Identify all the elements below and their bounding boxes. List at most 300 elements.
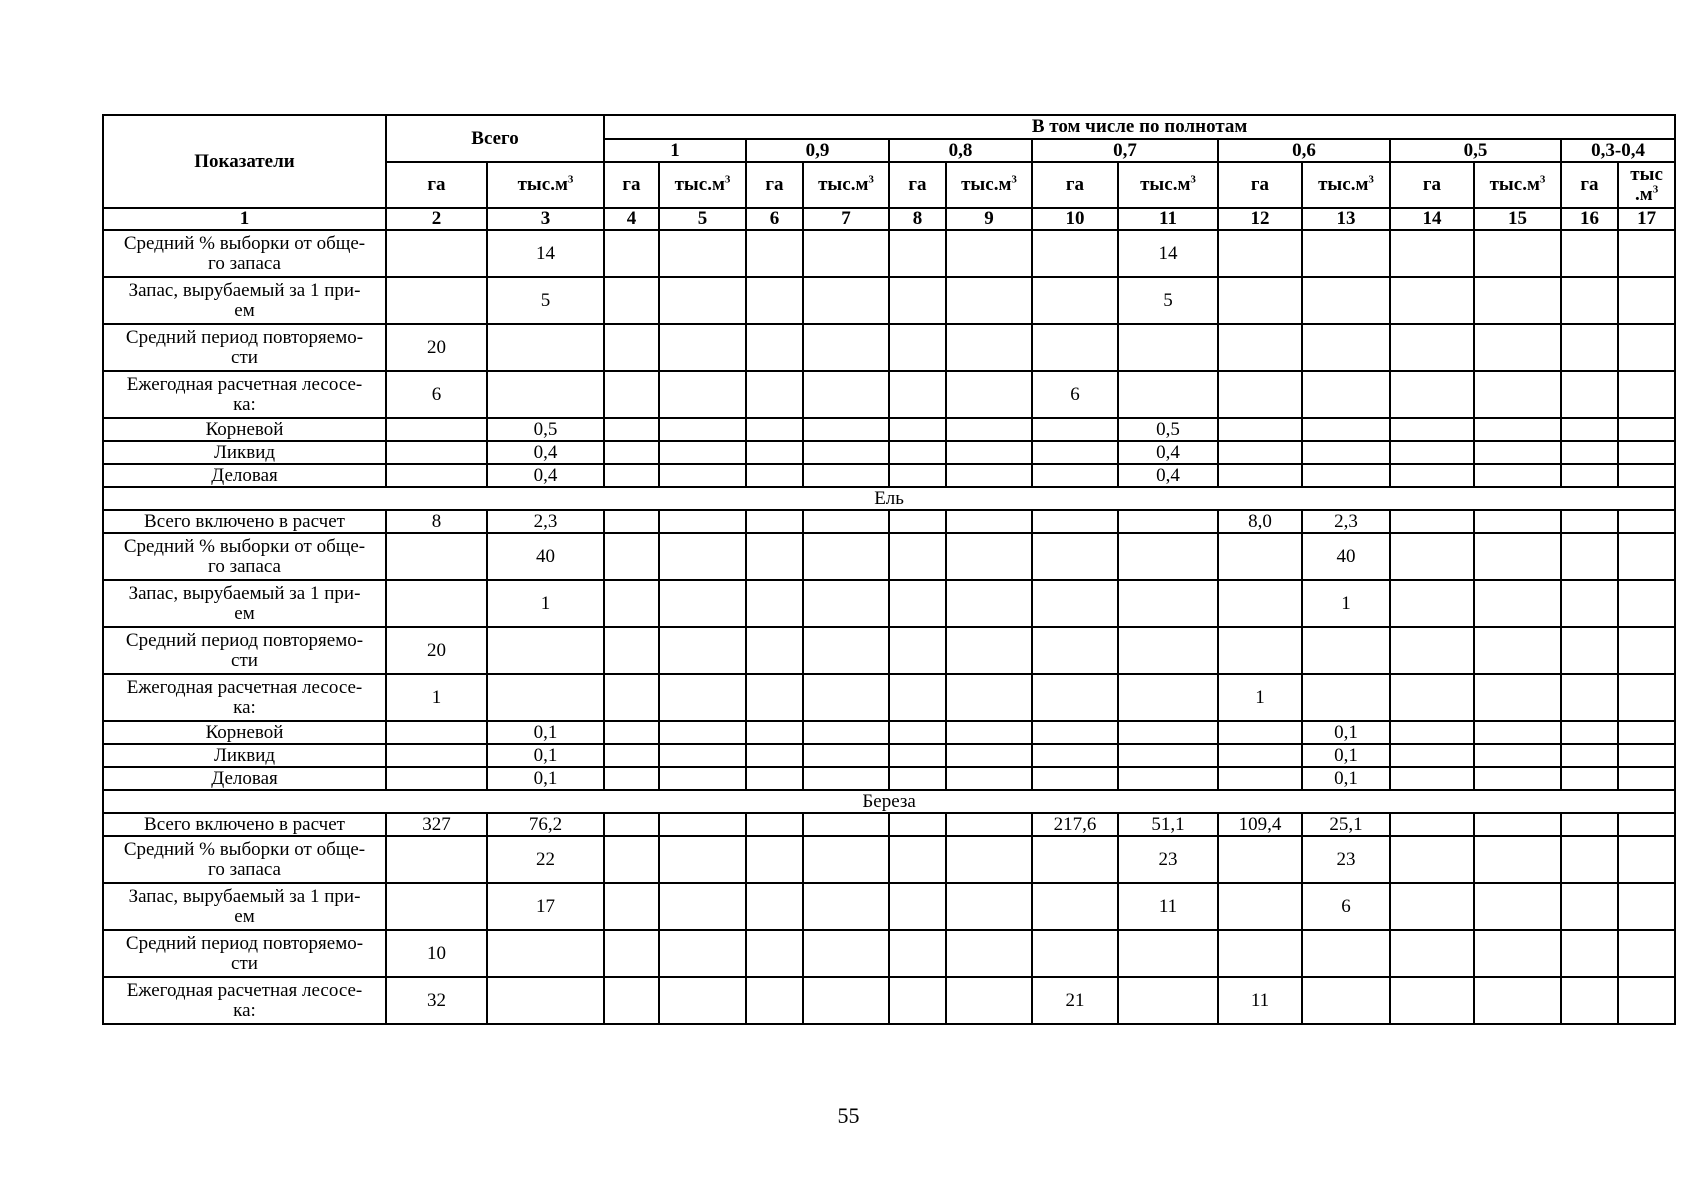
data-cell [746, 441, 803, 464]
data-cell [946, 674, 1032, 721]
table-row [103, 533, 1675, 580]
table-row [103, 674, 1675, 721]
data-cell [889, 533, 946, 580]
header-density-group: 1 [604, 139, 746, 162]
data-cell [1302, 674, 1390, 721]
row-label-line: Запас, вырубаемый за 1 при- [128, 885, 361, 907]
data-cell [946, 836, 1032, 883]
data-cell [946, 324, 1032, 371]
data-cell [1218, 767, 1302, 790]
row-label [103, 371, 386, 418]
table-row [103, 510, 1675, 533]
data-cell [1218, 464, 1302, 487]
data-cell [1218, 418, 1302, 441]
data-cell [1561, 371, 1618, 418]
data-cell: 20 [386, 324, 487, 371]
data-cell [1474, 464, 1561, 487]
column-number: 8 [889, 208, 946, 230]
data-cell [1218, 580, 1302, 627]
data-cell [946, 441, 1032, 464]
data-cell [1474, 533, 1561, 580]
data-cell [1390, 674, 1474, 721]
data-cell [1618, 418, 1675, 441]
data-cell [386, 836, 487, 883]
section-title: Ель [103, 487, 1675, 510]
data-cell [487, 627, 604, 674]
data-cell [1474, 721, 1561, 744]
table-row [103, 977, 1675, 1024]
data-cell [1218, 371, 1302, 418]
data-cell [1118, 580, 1218, 627]
data-cell [1032, 674, 1118, 721]
data-cell: 0,1 [487, 744, 604, 767]
data-cell: 0,1 [1302, 721, 1390, 744]
row-label [103, 464, 386, 487]
data-cell [1302, 230, 1390, 277]
data-cell [1390, 930, 1474, 977]
data-cell [1561, 230, 1618, 277]
data-cell: 0,1 [487, 767, 604, 790]
row-label [103, 744, 386, 767]
data-cell: 1 [386, 674, 487, 721]
data-cell [746, 930, 803, 977]
data-cell [604, 836, 659, 883]
data-cell [803, 371, 889, 418]
data-cell [746, 813, 803, 836]
data-cell: 25,1 [1302, 813, 1390, 836]
data-cell [1390, 813, 1474, 836]
data-cell [604, 883, 659, 930]
data-cell [803, 464, 889, 487]
data-cell: 1 [487, 580, 604, 627]
row-label-line: Средний период повторяемо- [125, 629, 364, 651]
data-cell: 11 [1218, 977, 1302, 1024]
data-cell [487, 930, 604, 977]
data-cell [889, 418, 946, 441]
data-cell [946, 533, 1032, 580]
data-cell: 8,0 [1218, 510, 1302, 533]
data-cell [1118, 674, 1218, 721]
row-label [103, 767, 386, 790]
data-cell [803, 418, 889, 441]
row-label [103, 977, 386, 1024]
row-label-line: Запас, вырубаемый за 1 при- [128, 582, 361, 604]
data-cell [1218, 930, 1302, 977]
column-number: 2 [386, 208, 487, 230]
data-cell [1390, 510, 1474, 533]
data-cell [1218, 721, 1302, 744]
data-cell [1474, 277, 1561, 324]
data-cell: 0,4 [1118, 441, 1218, 464]
data-cell [1618, 277, 1675, 324]
data-cell: 40 [487, 533, 604, 580]
data-cell [889, 230, 946, 277]
data-cell [1390, 836, 1474, 883]
data-cell [487, 977, 604, 1024]
row-label-line: ем [234, 602, 255, 624]
data-cell [1302, 277, 1390, 324]
data-cell [746, 418, 803, 441]
data-cell [946, 627, 1032, 674]
data-cell [659, 510, 746, 533]
row-label [103, 441, 386, 464]
data-cell: 0,5 [487, 418, 604, 441]
column-number: 14 [1390, 208, 1474, 230]
data-cell [1390, 767, 1474, 790]
data-cell [1618, 721, 1675, 744]
data-cell [746, 721, 803, 744]
data-cell [1474, 930, 1561, 977]
data-cell [1218, 627, 1302, 674]
data-cell [946, 580, 1032, 627]
data-cell [746, 510, 803, 533]
unit-ha-header: га [1218, 162, 1302, 208]
data-cell [659, 371, 746, 418]
data-cell: 1 [1302, 580, 1390, 627]
column-numbers-row [103, 208, 1675, 230]
data-cell [803, 324, 889, 371]
data-cell: 32 [386, 977, 487, 1024]
data-cell [604, 371, 659, 418]
data-cell [746, 371, 803, 418]
data-cell [803, 580, 889, 627]
row-label-line: Ежегодная расчетная лесосе- [126, 979, 363, 1001]
data-cell [1561, 441, 1618, 464]
data-cell [889, 371, 946, 418]
data-cell [604, 324, 659, 371]
data-cell: 0,1 [1302, 767, 1390, 790]
data-cell [1118, 744, 1218, 767]
data-cell [1618, 510, 1675, 533]
data-cell [889, 324, 946, 371]
data-cell: 17 [487, 883, 604, 930]
row-label-line: го запаса [208, 555, 281, 577]
data-cell: 10 [386, 930, 487, 977]
table-row [103, 744, 1675, 767]
data-cell [1302, 371, 1390, 418]
data-cell [386, 418, 487, 441]
data-cell [803, 883, 889, 930]
data-cell [803, 767, 889, 790]
data-cell [604, 721, 659, 744]
data-cell [1561, 580, 1618, 627]
data-cell [1390, 580, 1474, 627]
data-cell [1302, 930, 1390, 977]
data-cell [1032, 580, 1118, 627]
table-row [103, 767, 1675, 790]
data-cell [889, 930, 946, 977]
data-cell [1561, 510, 1618, 533]
row-label [103, 277, 386, 324]
data-cell [659, 441, 746, 464]
data-cell [1032, 441, 1118, 464]
data-cell [1561, 813, 1618, 836]
data-cell [604, 441, 659, 464]
data-cell [1618, 441, 1675, 464]
data-cell [659, 744, 746, 767]
data-cell [946, 744, 1032, 767]
data-cell [1032, 418, 1118, 441]
data-cell: 217,6 [1032, 813, 1118, 836]
data-cell [1474, 441, 1561, 464]
data-cell [1474, 977, 1561, 1024]
data-cell [1390, 883, 1474, 930]
row-label-line: го запаса [208, 858, 281, 880]
data-cell [1561, 883, 1618, 930]
data-cell [1474, 744, 1561, 767]
data-cell: 0,4 [487, 441, 604, 464]
data-cell [889, 464, 946, 487]
data-cell [1474, 324, 1561, 371]
row-label [103, 510, 386, 533]
data-cell: 6 [1032, 371, 1118, 418]
data-cell [604, 533, 659, 580]
row-label [103, 813, 386, 836]
section-title: Береза [103, 790, 1675, 813]
data-cell [1032, 930, 1118, 977]
data-cell: 23 [1118, 836, 1218, 883]
data-cell: 0,4 [1118, 464, 1218, 487]
data-cell [604, 510, 659, 533]
data-cell [946, 371, 1032, 418]
row-label-line: Ликвид [213, 744, 276, 766]
header-density-group: 0,3-0,4 [1561, 139, 1675, 162]
row-label-line: Ежегодная расчетная лесосе- [126, 676, 363, 698]
data-cell [946, 767, 1032, 790]
data-cell [946, 230, 1032, 277]
data-cell [386, 744, 487, 767]
data-cell [1032, 883, 1118, 930]
data-cell: 1 [1218, 674, 1302, 721]
row-label-line: Корневой [205, 418, 284, 440]
data-cell [1390, 324, 1474, 371]
unit-ha-header: га [1390, 162, 1474, 208]
unit-volume-header: $тыс.м^3$ [1474, 162, 1561, 208]
data-cell [1618, 813, 1675, 836]
data-cell: 76,2 [487, 813, 604, 836]
row-label-line: Корневой [205, 721, 284, 743]
data-cell: 8 [386, 510, 487, 533]
column-number: 7 [803, 208, 889, 230]
data-cell: 0,1 [1302, 744, 1390, 767]
data-cell [1618, 627, 1675, 674]
unit-ha-header: га [1032, 162, 1118, 208]
data-cell [386, 533, 487, 580]
data-cell [1032, 627, 1118, 674]
row-label-line: Средний % выборки от обще- [123, 838, 366, 860]
data-cell: 14 [1118, 230, 1218, 277]
row-label-line: Деловая [211, 767, 278, 789]
data-cell [1561, 277, 1618, 324]
unit-volume-header: тыс $.м^3$ [1618, 162, 1675, 208]
row-label [103, 674, 386, 721]
data-cell [386, 464, 487, 487]
data-cell [746, 324, 803, 371]
data-cell [1618, 744, 1675, 767]
data-cell [659, 627, 746, 674]
data-cell [659, 836, 746, 883]
data-cell [889, 627, 946, 674]
data-cell [1618, 836, 1675, 883]
data-cell: 21 [1032, 977, 1118, 1024]
data-cell [1390, 721, 1474, 744]
data-cell [889, 510, 946, 533]
data-cell [1618, 324, 1675, 371]
row-label-line: ка: [233, 696, 256, 718]
data-cell [604, 418, 659, 441]
data-cell [1618, 767, 1675, 790]
data-cell [746, 977, 803, 1024]
row-label-line: Запас, вырубаемый за 1 при- [128, 279, 361, 301]
data-cell [889, 813, 946, 836]
table-row [103, 371, 1675, 418]
data-cell [1561, 324, 1618, 371]
data-cell [1561, 674, 1618, 721]
data-cell: 327 [386, 813, 487, 836]
data-cell [946, 883, 1032, 930]
data-cell [1390, 744, 1474, 767]
row-label-line: Средний % выборки от обще- [123, 232, 366, 254]
data-cell [1218, 744, 1302, 767]
data-cell [1561, 930, 1618, 977]
data-cell [1390, 977, 1474, 1024]
data-cell: 0,4 [487, 464, 604, 487]
unit-volume-header: $тыс.м^3$ [946, 162, 1032, 208]
data-cell [1474, 813, 1561, 836]
column-number: 9 [946, 208, 1032, 230]
table-row [103, 930, 1675, 977]
row-label-line: Ежегодная расчетная лесосе- [126, 373, 363, 395]
table-row [103, 627, 1675, 674]
column-number: 17 [1618, 208, 1675, 230]
data-cell [659, 324, 746, 371]
table-row [103, 441, 1675, 464]
row-label-line: сти [231, 346, 258, 368]
table-row [103, 324, 1675, 371]
unit-ha-header: га [386, 162, 487, 208]
data-cell [659, 580, 746, 627]
forest-inventory-table [102, 114, 1676, 1025]
data-cell [1032, 510, 1118, 533]
row-label-line: ем [234, 905, 255, 927]
data-cell [1032, 464, 1118, 487]
data-cell [1390, 230, 1474, 277]
data-cell [386, 721, 487, 744]
data-cell [1618, 464, 1675, 487]
column-number: 11 [1118, 208, 1218, 230]
data-cell [1390, 277, 1474, 324]
data-cell [1561, 418, 1618, 441]
column-number: 16 [1561, 208, 1618, 230]
data-cell [803, 230, 889, 277]
data-cell [889, 767, 946, 790]
row-label-line: Средний период повторяемо- [125, 326, 364, 348]
data-cell [1118, 533, 1218, 580]
data-cell [1118, 930, 1218, 977]
data-cell: 2,3 [487, 510, 604, 533]
data-cell [1118, 510, 1218, 533]
unit-volume-header: $тыс.м^3$ [487, 162, 604, 208]
data-cell: 0,5 [1118, 418, 1218, 441]
data-cell [889, 883, 946, 930]
data-cell [1618, 230, 1675, 277]
data-cell [604, 977, 659, 1024]
data-cell [889, 277, 946, 324]
row-label-line: Ликвид [213, 441, 276, 463]
data-cell [1390, 627, 1474, 674]
data-cell [487, 324, 604, 371]
column-number: 10 [1032, 208, 1118, 230]
table-row [103, 418, 1675, 441]
data-cell [659, 977, 746, 1024]
data-cell [1474, 230, 1561, 277]
data-cell [946, 930, 1032, 977]
data-cell [746, 580, 803, 627]
data-cell [659, 418, 746, 441]
data-cell: 2,3 [1302, 510, 1390, 533]
data-cell [746, 464, 803, 487]
data-cell [803, 277, 889, 324]
data-cell: 20 [386, 627, 487, 674]
data-cell [604, 277, 659, 324]
data-cell [1390, 441, 1474, 464]
data-cell [1302, 418, 1390, 441]
data-cell [803, 930, 889, 977]
header-density-group: 0,6 [1218, 139, 1390, 162]
header-including-density: В том числе по полнотам [604, 115, 1675, 139]
data-cell [1561, 744, 1618, 767]
row-label-line: ка: [233, 393, 256, 415]
data-cell [659, 277, 746, 324]
header-density-group: 0,8 [889, 139, 1032, 162]
data-cell [1032, 277, 1118, 324]
unit-ha-header: га [746, 162, 803, 208]
row-label [103, 930, 386, 977]
row-label-line: Средний период повторяемо- [125, 932, 364, 954]
data-cell [746, 533, 803, 580]
data-cell [1474, 836, 1561, 883]
data-cell [1390, 418, 1474, 441]
data-cell [1302, 324, 1390, 371]
data-cell [1218, 883, 1302, 930]
data-cell [803, 977, 889, 1024]
data-cell [1561, 836, 1618, 883]
column-number: 12 [1218, 208, 1302, 230]
data-cell [1474, 580, 1561, 627]
data-cell [946, 418, 1032, 441]
data-cell [946, 813, 1032, 836]
data-cell [1618, 977, 1675, 1024]
data-cell: 5 [1118, 277, 1218, 324]
data-cell [1218, 230, 1302, 277]
data-cell [604, 813, 659, 836]
header-indicators: Показатели [103, 115, 386, 208]
table-row [103, 836, 1675, 883]
data-cell [659, 533, 746, 580]
data-cell [946, 464, 1032, 487]
section-row [103, 790, 1675, 813]
column-number: 13 [1302, 208, 1390, 230]
unit-volume-header: $тыс.м^3$ [1302, 162, 1390, 208]
row-label-line: ем [234, 299, 255, 321]
data-cell [1118, 627, 1218, 674]
data-cell [1474, 418, 1561, 441]
data-cell [1618, 674, 1675, 721]
data-cell [1390, 533, 1474, 580]
data-cell [746, 883, 803, 930]
data-cell [1561, 721, 1618, 744]
data-cell: 40 [1302, 533, 1390, 580]
